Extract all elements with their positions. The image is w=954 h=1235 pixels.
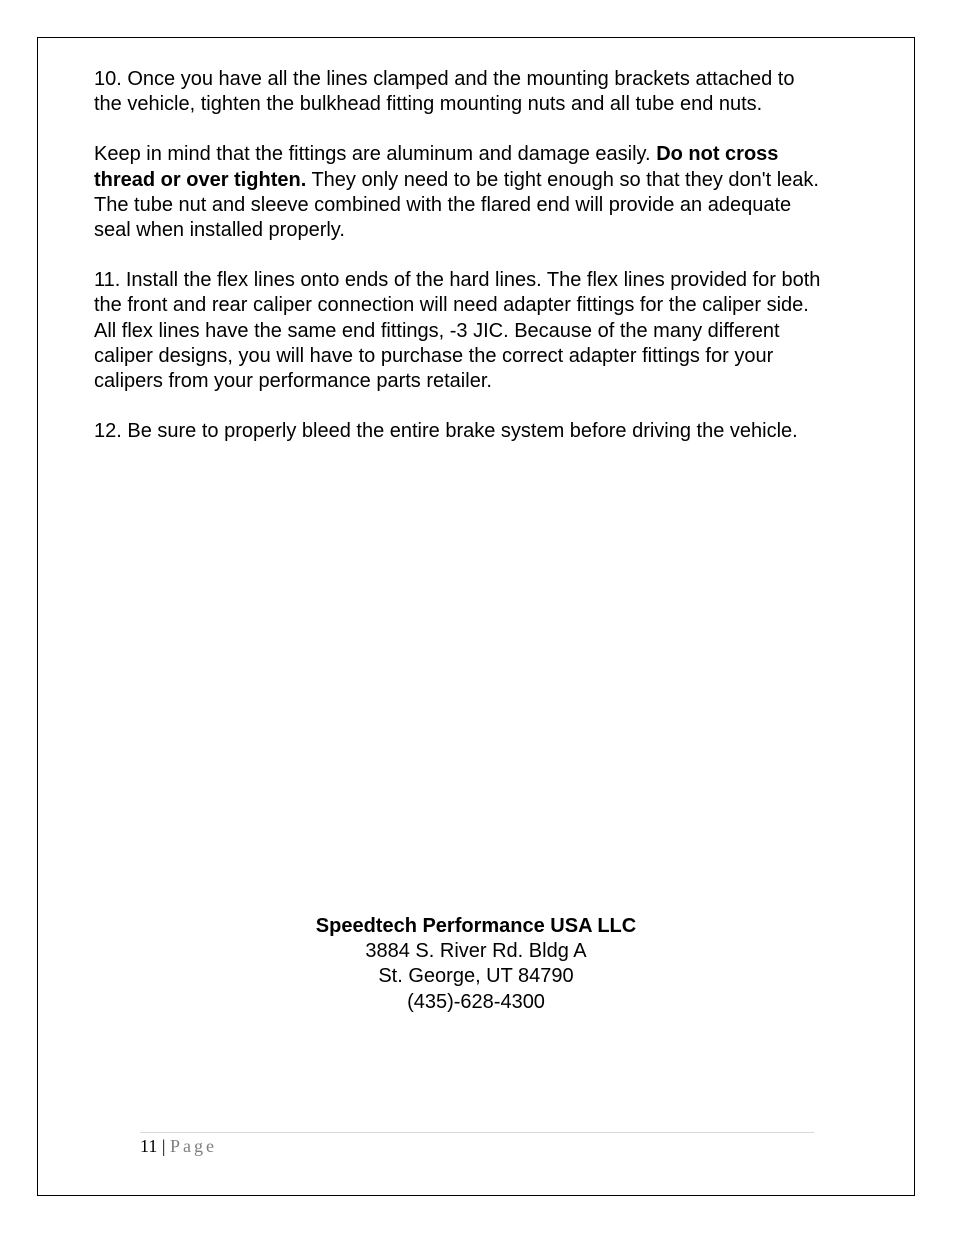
caution-paragraph (94, 142, 824, 243)
street-address: 3884 S. River Rd. Bldg A (365, 940, 587, 963)
phone-number: (435)-628-4300 (407, 990, 545, 1013)
page-label: Page (169, 1136, 217, 1156)
caution-text-detail: They only need to be tight enough so that they don't leak. The tube nut and sleeve combined with the flared end will provide an adequate seal when installed properly. (94, 168, 819, 242)
page-footer (140, 1135, 217, 1157)
company-address-block (37, 914, 915, 1015)
footer-separator: | (161, 1136, 166, 1156)
step-10-paragraph: 10. Once you have all the lines clamped and the mounting brackets attached to the vehicle, tighten the bulkhead fitting mounting nuts and all tube end nuts. (94, 68, 795, 116)
page-number: 11 (140, 1136, 158, 1156)
caution-warning-bold: Do not cross thread or over tighten. (94, 143, 779, 191)
city-state-zip: St. George, UT 84790 (378, 965, 574, 988)
footer-divider (140, 1132, 814, 1133)
instructions-body (94, 67, 824, 469)
step-12-paragraph: 12. Be sure to properly bleed the entire brake system before driving the vehicle. (94, 420, 798, 443)
caution-text-intro: Keep in mind that the fittings are aluminum and damage easily. (94, 143, 651, 166)
company-name: Speedtech Performance USA LLC (315, 915, 637, 937)
step-11-paragraph: 11. Install the flex lines onto ends of the hard lines. The flex lines provided for both the front and rear caliper connection will need adapter fittings for the caliper side. All flex lines have the same end fittings, -3 JIC. Because of the many different caliper designs, you will have to purchase the correct adapter fittings for your calipers from your performance parts retailer. (94, 269, 821, 393)
